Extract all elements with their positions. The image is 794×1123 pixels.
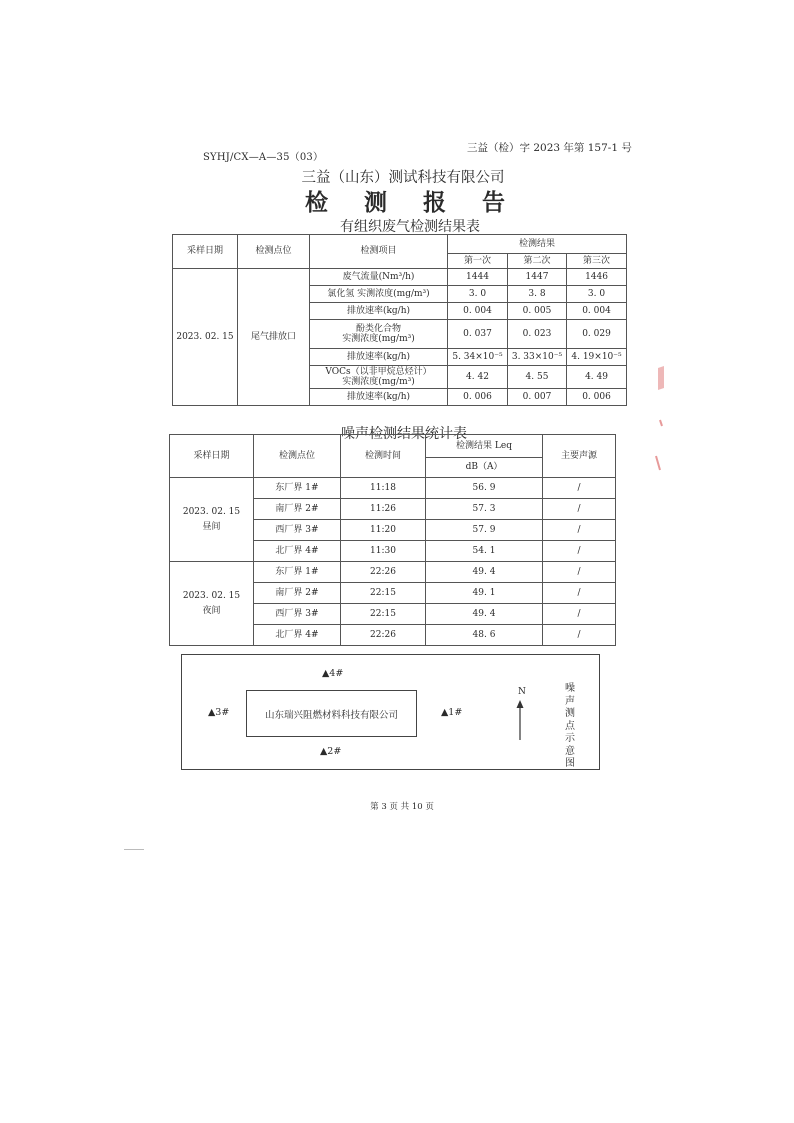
item-cell: 氯化氢 实测浓度(mg/m³)	[310, 286, 448, 303]
value-cell: 4. 42	[448, 366, 508, 389]
point-marker-3: ▲3#	[208, 707, 230, 718]
item-line: 实测浓度(mg/m³)	[342, 377, 415, 387]
point-cell: 东厂界 1#	[254, 478, 341, 499]
source-cell: /	[543, 625, 616, 646]
value-cell: 0. 006	[567, 389, 627, 406]
time-cell: 22:15	[341, 604, 426, 625]
stamp-fragment	[652, 360, 666, 480]
value-cell: 0. 023	[508, 320, 567, 349]
item-line: 酚类化合物	[355, 323, 401, 334]
group-date	[170, 478, 254, 562]
value-cell: 3. 33×10⁻⁵	[508, 349, 567, 366]
value-cell: 49. 4	[426, 562, 543, 583]
time-cell: 11:18	[341, 478, 426, 499]
item-cell	[310, 320, 448, 349]
header-run1: 第一次	[448, 254, 508, 269]
noise-table-title: 噪声检测结果统计表	[341, 426, 467, 442]
header-result: 检测结果 Leq	[426, 435, 543, 458]
header-date: 采样日期	[170, 435, 254, 478]
value-cell: 1446	[567, 269, 627, 286]
header-item: 检测项目	[310, 235, 448, 269]
time-cell: 11:20	[341, 520, 426, 541]
source-cell: /	[543, 520, 616, 541]
value-cell: 54. 1	[426, 541, 543, 562]
header-date: 采样日期	[173, 235, 238, 269]
sampling-date: 2023. 02. 15	[173, 269, 238, 406]
point-cell: 南厂界 2#	[254, 583, 341, 604]
value-cell: 49. 4	[426, 604, 543, 625]
value-cell: 0. 006	[448, 389, 508, 406]
header-result: 检测结果	[448, 235, 627, 254]
group-date-text: 2023. 02. 15	[182, 591, 241, 602]
sampling-point: 尾气排放口	[238, 269, 310, 406]
header-point: 检测点位	[254, 435, 341, 478]
item-cell: 排放速率(kg/h)	[310, 349, 448, 366]
value-cell: 0. 007	[508, 389, 567, 406]
time-cell: 11:30	[341, 541, 426, 562]
table-row	[170, 562, 616, 583]
value-cell: 3. 0	[567, 286, 627, 303]
header-point: 检测点位	[238, 235, 310, 269]
group-period: 昼间	[202, 521, 221, 532]
item-cell: 排放速率(kg/h)	[310, 389, 448, 406]
item-cell	[310, 366, 448, 389]
header-time: 检测时间	[341, 435, 426, 478]
table-row	[173, 269, 627, 286]
gas-table-title: 有组织废气检测结果表	[340, 219, 480, 235]
point-cell: 东厂界 1#	[254, 562, 341, 583]
header-run2: 第二次	[508, 254, 567, 269]
source-cell: /	[543, 583, 616, 604]
group-period: 夜间	[202, 605, 221, 616]
point-cell: 西厂界 3#	[254, 604, 341, 625]
value-cell: 5. 34×10⁻⁵	[448, 349, 508, 366]
time-cell: 11:26	[341, 499, 426, 520]
value-cell: 4. 49	[567, 366, 627, 389]
group-date-text: 2023. 02. 15	[182, 507, 241, 518]
source-cell: /	[543, 541, 616, 562]
document-number: 三益（检）字 2023 年第 157-1 号	[467, 142, 632, 154]
time-cell: 22:15	[341, 583, 426, 604]
north-label: N	[518, 687, 526, 697]
value-cell: 0. 004	[567, 303, 627, 320]
item-cell: 废气流量(Nm³/h)	[310, 269, 448, 286]
point-marker-1: ▲1#	[441, 707, 463, 718]
page-number: 第 3 页 共 10 页	[370, 802, 434, 812]
diagram-caption: 噪声测点示意图	[565, 683, 575, 769]
value-cell: 0. 037	[448, 320, 508, 349]
point-cell: 北厂界 4#	[254, 541, 341, 562]
group-date	[170, 562, 254, 646]
value-cell: 57. 3	[426, 499, 543, 520]
gas-results-table	[172, 234, 627, 406]
value-cell: 4. 55	[508, 366, 567, 389]
time-cell: 22:26	[341, 625, 426, 646]
point-marker-2: ▲2#	[320, 746, 342, 757]
value-cell: 4. 19×10⁻⁵	[567, 349, 627, 366]
time-cell: 22:26	[341, 562, 426, 583]
value-cell: 0. 029	[567, 320, 627, 349]
table-row	[170, 478, 616, 499]
scan-mark	[124, 849, 144, 850]
report-title: 检 测 报 告	[304, 189, 520, 216]
value-cell: 1444	[448, 269, 508, 286]
point-cell: 西厂界 3#	[254, 520, 341, 541]
value-cell: 0. 005	[508, 303, 567, 320]
header-source: 主要声源	[543, 435, 616, 478]
north-arrow-icon	[514, 700, 526, 740]
item-line: VOCs（以非甲烷总烃计）	[325, 366, 432, 377]
item-line: 实测浓度(mg/m³)	[342, 334, 415, 344]
header-unit: dB（A）	[426, 458, 543, 478]
value-cell: 1447	[508, 269, 567, 286]
source-cell: /	[543, 604, 616, 625]
company-name: 三益（山东）测试科技有限公司	[301, 170, 505, 186]
point-cell: 北厂界 4#	[254, 625, 341, 646]
source-cell: /	[543, 499, 616, 520]
source-cell: /	[543, 478, 616, 499]
point-marker-4: ▲4#	[322, 668, 344, 679]
value-cell: 3. 8	[508, 286, 567, 303]
value-cell: 57. 9	[426, 520, 543, 541]
value-cell: 48. 6	[426, 625, 543, 646]
noise-results-table	[169, 434, 616, 646]
point-cell: 南厂界 2#	[254, 499, 341, 520]
factory-outline	[246, 690, 417, 737]
source-cell: /	[543, 562, 616, 583]
value-cell: 56. 9	[426, 478, 543, 499]
value-cell: 0. 004	[448, 303, 508, 320]
header-run3: 第三次	[567, 254, 627, 269]
value-cell: 49. 1	[426, 583, 543, 604]
form-code: SYHJ/CX—A—35（03）	[203, 152, 324, 163]
factory-name: 山东瑞兴阻燃材料科技有限公司	[264, 709, 398, 721]
item-cell: 排放速率(kg/h)	[310, 303, 448, 320]
value-cell: 3. 0	[448, 286, 508, 303]
